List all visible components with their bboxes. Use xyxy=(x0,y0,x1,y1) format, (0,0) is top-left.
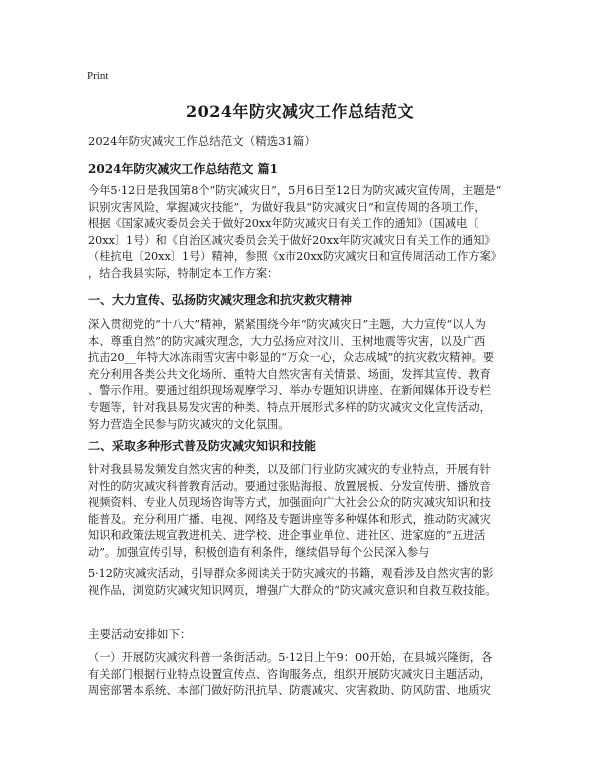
paragraph-line: （一）开展防灾减灾科普一条街活动。5·12日上午9：00开始，在县城兴隆街，各 xyxy=(88,651,493,664)
section-heading-1: 一、大力宣传、弘扬防灾减灾理念和抗灾救灾精神 xyxy=(88,293,353,307)
article-title: 2024年防灾减灾工作总结范文 篇1 xyxy=(88,162,278,176)
activities-intro: 主要活动安排如下： xyxy=(88,627,192,641)
activity-1-paragraph xyxy=(88,650,513,700)
paragraph-line: 动”。加强宣传引导，积极创造有利条件，继续倡导每个公民深入参与 xyxy=(88,545,430,559)
paragraph-line: 知识和政策法规宣教进机关、进学校、进企事业单位、进社区、进家庭的“五进活 xyxy=(88,529,486,543)
paragraph-line: ，结合我县实际，特制定本工作方案： xyxy=(88,266,279,280)
paragraph-line: 5·12防灾减灾活动，引导群众多阅读关于防灾减灾的书籍，观看涉及自然灾害的影 xyxy=(88,567,494,580)
paragraph-line: 抗击20__年特大冰冻雨雪灾害中彰显的“万众一心，众志成城”的抗灾救灾精神。要 xyxy=(88,351,495,365)
print-link[interactable]: Print xyxy=(87,70,109,82)
document-subtitle: 2024年防灾减灾工作总结范文（精选31篇） xyxy=(88,134,316,148)
paragraph-line: 针对我县易发频发自然灾害的种类，以及部门行业防灾减灾的专业特点，开展有针 xyxy=(88,463,491,476)
section2-paragraph xyxy=(88,462,513,562)
paragraph-line: 专题等，针对我县易发灾害的种类、特点开展形式多样的防灾减灾文化宣传活动， xyxy=(88,400,491,414)
section1-paragraph xyxy=(88,317,513,433)
paragraph-line: 20xx〕1号）和《自治区减灾委员会关于做好20xx年防灾减灾日有关工作的通知》 xyxy=(88,233,496,247)
paragraph-line: 深入贯彻党的“十八大”精神，紧紧围绕今年“防灾减灾日”主题，大力宣传“以人为 xyxy=(88,318,486,331)
intro-paragraph xyxy=(88,183,513,283)
paragraph-line: 周密部署本系统、本部门做好防汛抗旱、防震减灾、灾害救助、防风防雷、地质灾 xyxy=(88,684,491,698)
paragraph-line: 视频资料、专业人员现场咨询等方式，加强面向广大社会公众的防灾减灾知识和技 xyxy=(88,496,491,510)
paragraph-line: 努力营造全民参与防灾减灾的文化氛围。 xyxy=(88,417,290,431)
paragraph-line: 能普及。充分利用广播、电视、网络及专题讲座等多种媒体和形式，推动防灾减灾 xyxy=(88,512,491,526)
paragraph-line: 有关部门根据行业特点设置宣传点、咨询服务点，组织开展防灾减灾日主题活动， xyxy=(88,667,491,681)
paragraph-line: 识别灾害风险，掌握减灾技能”，为做好我县“防灾减灾日”和宣传周的各项工作， xyxy=(88,200,486,214)
paragraph-line: 、警示作用。要通过组织现场观摩学习、举办专题知识讲座、在新闻媒体开设专栏 xyxy=(88,384,491,398)
paragraph-line: 本、尊重自然”的防灾减灾理念，大力弘扬应对汶川、玉树地震等灾害，以及广西 xyxy=(88,334,486,348)
paragraph-line: 根据《国家减灾委员会关于做好20xx年防灾减灾日有关工作的通知》（国减电〔 xyxy=(88,217,479,231)
paragraph-line: 今年5·12日是我国第8个“防灾减灾日”，5月6日至12日为防灾减灾宣传周，主题是“ xyxy=(88,184,502,197)
paragraph-line: （桂抗电〔20xx〕1号）精神，参照《x市20xx防灾减灾日和宣传周活动工作方案》 xyxy=(88,250,502,264)
paragraph-3 xyxy=(88,566,513,599)
paragraph-line: 对性的防灾减灾科普教育活动。要通过张贴海报、放置展板、分发宣传册、播放音 xyxy=(88,479,491,493)
section-heading-2: 二、采取多种形式普及防灾减灾知识和技能 xyxy=(88,439,317,453)
paragraph-line: 视作品，浏览防灾减灾知识网页，增强广大群众的“防灾减灾意识和自救互救技能。 xyxy=(88,583,497,597)
paragraph-line: 充分利用各类公共文化场所、重特大自然灾害有关情景、场面，发挥其宣传、教育 xyxy=(88,367,491,381)
document-title: 2024年防灾减灾工作总结范文 xyxy=(185,102,415,121)
